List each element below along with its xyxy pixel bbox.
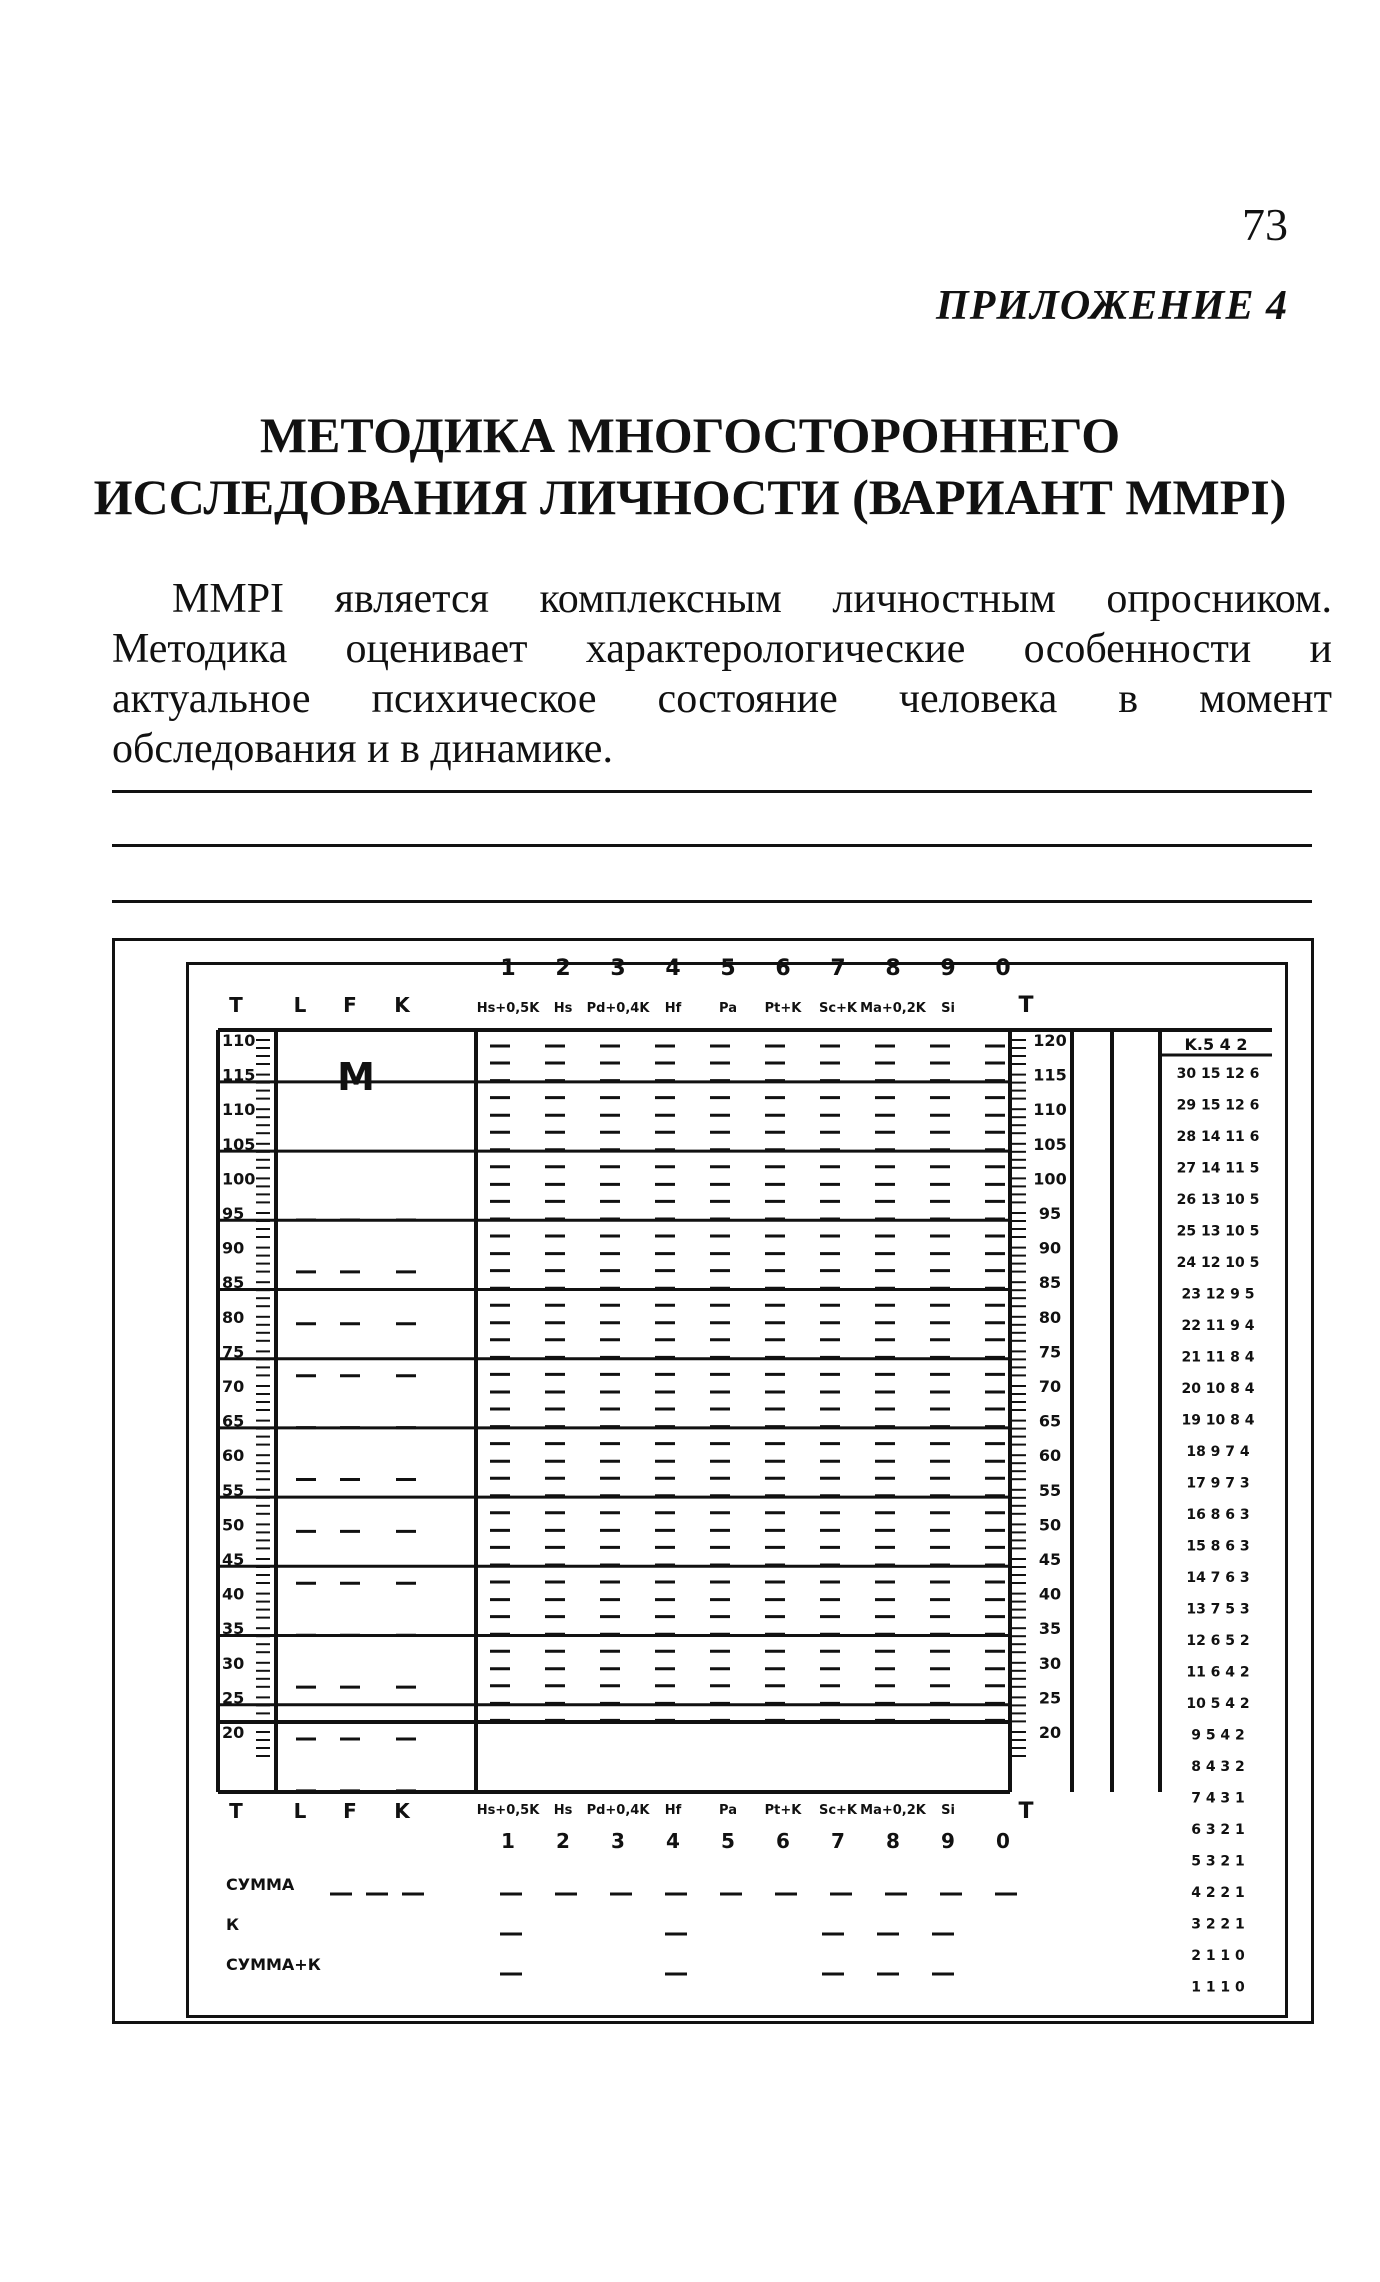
page-number: 73 xyxy=(1242,199,1288,250)
t-tick-left: 50 xyxy=(222,1515,245,1535)
k-table-row: 4 2 2 1 xyxy=(1191,1885,1245,1901)
bottom-scale-header: Hs+0,5K xyxy=(476,1803,540,1818)
scale-column-header: Ma+0,2K xyxy=(860,1001,926,1016)
bottom-scale-header: Si xyxy=(941,1803,955,1818)
k-table-row: 8 4 3 2 xyxy=(1191,1759,1245,1775)
scale-column-header: Hf xyxy=(664,1001,682,1016)
left-column-header: F xyxy=(343,993,357,1017)
top-scale-number: 4 xyxy=(665,956,681,981)
t-tick-right: 20 xyxy=(1038,1723,1062,1742)
bottom-scale-number: 0 xyxy=(996,1829,1010,1853)
top-scale-number: 7 xyxy=(830,956,846,981)
t-tick-right: 100 xyxy=(1033,1169,1067,1189)
top-scale-number: 9 xyxy=(940,956,956,981)
t-tick-right: 105 xyxy=(1033,1134,1067,1154)
t-tick-right: 70 xyxy=(1038,1377,1062,1396)
t-tick-left: 55 xyxy=(222,1480,245,1500)
t-tick-right: 75 xyxy=(1038,1342,1062,1362)
k-table-row: 23 12 9 5 xyxy=(1181,1286,1255,1303)
t-tick-left: 110 xyxy=(222,1031,256,1050)
t-tick-left: 35 xyxy=(222,1619,245,1639)
k-table-row: 3 2 2 1 xyxy=(1191,1916,1245,1933)
t-tick-left: 30 xyxy=(222,1653,245,1673)
bottom-left-header: T xyxy=(229,1799,243,1823)
sum-row-label: К xyxy=(226,1915,240,1934)
t-tick-left: 40 xyxy=(222,1584,245,1604)
gender-mark: M xyxy=(337,1055,375,1099)
t-tick-left: 90 xyxy=(222,1238,245,1258)
sum-row-label: СУММА xyxy=(226,1875,295,1894)
t-tick-right: 85 xyxy=(1038,1273,1062,1293)
t-tick-left: 75 xyxy=(222,1342,245,1362)
k-table-row: 28 14 11 6 xyxy=(1176,1129,1260,1145)
bottom-scale-header: Hf xyxy=(664,1803,682,1818)
t-tick-left: 25 xyxy=(222,1688,245,1708)
k-table-row: 19 10 8 4 xyxy=(1181,1412,1255,1429)
t-tick-right: 115 xyxy=(1033,1065,1067,1085)
k-table-row: 21 11 8 4 xyxy=(1181,1349,1255,1366)
k-table-row: 30 15 12 6 xyxy=(1176,1066,1260,1082)
bottom-left-header: L xyxy=(293,1799,307,1823)
k-table-header: K.5 4 2 xyxy=(1184,1035,1248,1054)
bottom-scale-number: 2 xyxy=(556,1829,570,1853)
k-table-row: 2 1 1 0 xyxy=(1191,1948,1245,1964)
k-table-row: 6 3 2 1 xyxy=(1191,1822,1245,1838)
bottom-right-t-header: T xyxy=(1018,1799,1034,1824)
bottom-scale-header: Sc+K xyxy=(818,1803,858,1818)
bottom-scale-number: 4 xyxy=(666,1829,680,1853)
bottom-scale-number: 5 xyxy=(721,1829,735,1853)
top-scale-number: 8 xyxy=(885,956,901,981)
k-table-row: 18 9 7 4 xyxy=(1186,1444,1250,1460)
t-tick-right: 25 xyxy=(1038,1688,1062,1708)
bottom-scale-header: Pt+K xyxy=(764,1803,802,1818)
t-tick-left: 85 xyxy=(222,1273,245,1293)
t-tick-right: 80 xyxy=(1038,1307,1062,1327)
bottom-scale-number: 9 xyxy=(941,1829,955,1853)
t-tick-left: 70 xyxy=(222,1377,245,1396)
k-table-row: 1 1 1 0 xyxy=(1191,1979,1245,1996)
t-tick-right: 35 xyxy=(1038,1619,1062,1639)
k-table-row: 27 14 11 5 xyxy=(1176,1160,1260,1177)
k-table-row: 9 5 4 2 xyxy=(1191,1727,1245,1744)
top-scale-number: 1 xyxy=(500,956,516,981)
t-tick-right: 110 xyxy=(1033,1100,1067,1120)
scale-column-header: Si xyxy=(941,1001,955,1016)
t-tick-right: 30 xyxy=(1038,1653,1062,1673)
k-table-row: 10 5 4 2 xyxy=(1186,1696,1250,1712)
title-line-2: ИССЛЕДОВАНИЯ ЛИЧНОСТИ (ВАРИАНТ MMPI) xyxy=(93,469,1287,525)
bottom-scale-number: 7 xyxy=(831,1829,845,1853)
t-tick-right: 90 xyxy=(1038,1238,1062,1258)
k-table-row: 13 7 5 3 xyxy=(1186,1601,1250,1618)
t-tick-left: 100 xyxy=(222,1169,256,1189)
t-tick-right: 120 xyxy=(1033,1031,1067,1050)
t-tick-right: 45 xyxy=(1038,1550,1062,1569)
top-scale-number: 6 xyxy=(775,956,791,981)
bottom-scale-number: 1 xyxy=(501,1829,515,1853)
left-column-header: T xyxy=(229,993,243,1017)
k-table-row: 11 6 4 2 xyxy=(1186,1664,1250,1681)
scale-column-header: Pt+K xyxy=(764,1001,802,1016)
t-tick-right: 55 xyxy=(1038,1480,1062,1500)
t-tick-right: 60 xyxy=(1038,1446,1062,1466)
t-tick-left: 105 xyxy=(222,1134,256,1154)
t-tick-right: 95 xyxy=(1038,1204,1062,1223)
bottom-scale-number: 3 xyxy=(611,1829,625,1853)
k-table-row: 26 13 10 5 xyxy=(1176,1192,1260,1208)
right-t-header: T xyxy=(1018,993,1034,1018)
left-column-header: K xyxy=(394,993,410,1017)
k-table-row: 17 9 7 3 xyxy=(1186,1475,1250,1492)
top-scale-number: 0 xyxy=(995,956,1011,981)
title-line-1: МЕТОДИКА МНОГОСТОРОННЕГО xyxy=(259,407,1121,463)
bottom-scale-number: 8 xyxy=(886,1829,900,1853)
k-table-row: 24 12 10 5 xyxy=(1176,1255,1260,1271)
top-scale-number: 3 xyxy=(610,956,626,981)
t-tick-right: 40 xyxy=(1038,1584,1062,1604)
t-tick-left: 65 xyxy=(222,1411,245,1431)
t-tick-right: 65 xyxy=(1038,1411,1062,1431)
t-tick-left: 80 xyxy=(222,1307,245,1327)
t-tick-left: 95 xyxy=(222,1204,245,1223)
scale-column-header: Pa xyxy=(719,1001,737,1016)
bottom-scale-number: 6 xyxy=(776,1829,790,1853)
k-table-row: 20 10 8 4 xyxy=(1181,1381,1255,1397)
k-table-row: 25 13 10 5 xyxy=(1176,1223,1260,1240)
bottom-scale-header: Pd+0,4K xyxy=(586,1803,650,1818)
bottom-scale-header: Hs xyxy=(553,1803,573,1818)
intro-paragraph: MMPI является комплексным личностным опросником. Методика оценивает характерологические особенности и актуальное психическое состояние человека в момент обследования и в динамике. xyxy=(112,576,1332,772)
left-column-header: L xyxy=(293,993,307,1017)
bottom-left-header: F xyxy=(343,1799,357,1823)
k-table-row: 14 7 6 3 xyxy=(1186,1570,1250,1586)
bottom-scale-header: Pa xyxy=(719,1803,737,1818)
bottom-scale-header: Ma+0,2K xyxy=(860,1803,926,1818)
scale-column-header: Hs xyxy=(553,1001,573,1016)
t-tick-left: 60 xyxy=(222,1446,245,1466)
scale-column-header: Pd+0,4K xyxy=(586,1001,650,1016)
top-scale-number: 2 xyxy=(555,956,571,981)
scale-column-header: Hs+0,5K xyxy=(476,1001,540,1016)
sum-row-label: СУММА+К xyxy=(226,1955,321,1974)
t-tick-left: 20 xyxy=(222,1723,245,1742)
k-table-row: 15 8 6 3 xyxy=(1186,1538,1250,1555)
t-tick-left: 45 xyxy=(222,1550,245,1569)
appendix-label: ПРИЛОЖЕНИЕ 4 xyxy=(936,283,1288,329)
t-tick-left: 110 xyxy=(222,1100,256,1120)
bottom-left-header: K xyxy=(394,1799,410,1823)
top-scale-number: 5 xyxy=(720,956,736,981)
k-table-row: 12 6 5 2 xyxy=(1186,1633,1250,1649)
t-tick-right: 50 xyxy=(1038,1515,1062,1535)
k-table-row: 29 15 12 6 xyxy=(1176,1097,1260,1114)
k-table-row: 5 3 2 1 xyxy=(1191,1853,1245,1870)
k-table-row: 7 4 3 1 xyxy=(1191,1790,1245,1807)
k-table-row: 22 11 9 4 xyxy=(1181,1318,1255,1334)
scale-column-header: Sc+K xyxy=(818,1001,858,1016)
t-tick-left: 115 xyxy=(222,1065,256,1085)
k-table-row: 16 8 6 3 xyxy=(1186,1507,1250,1523)
